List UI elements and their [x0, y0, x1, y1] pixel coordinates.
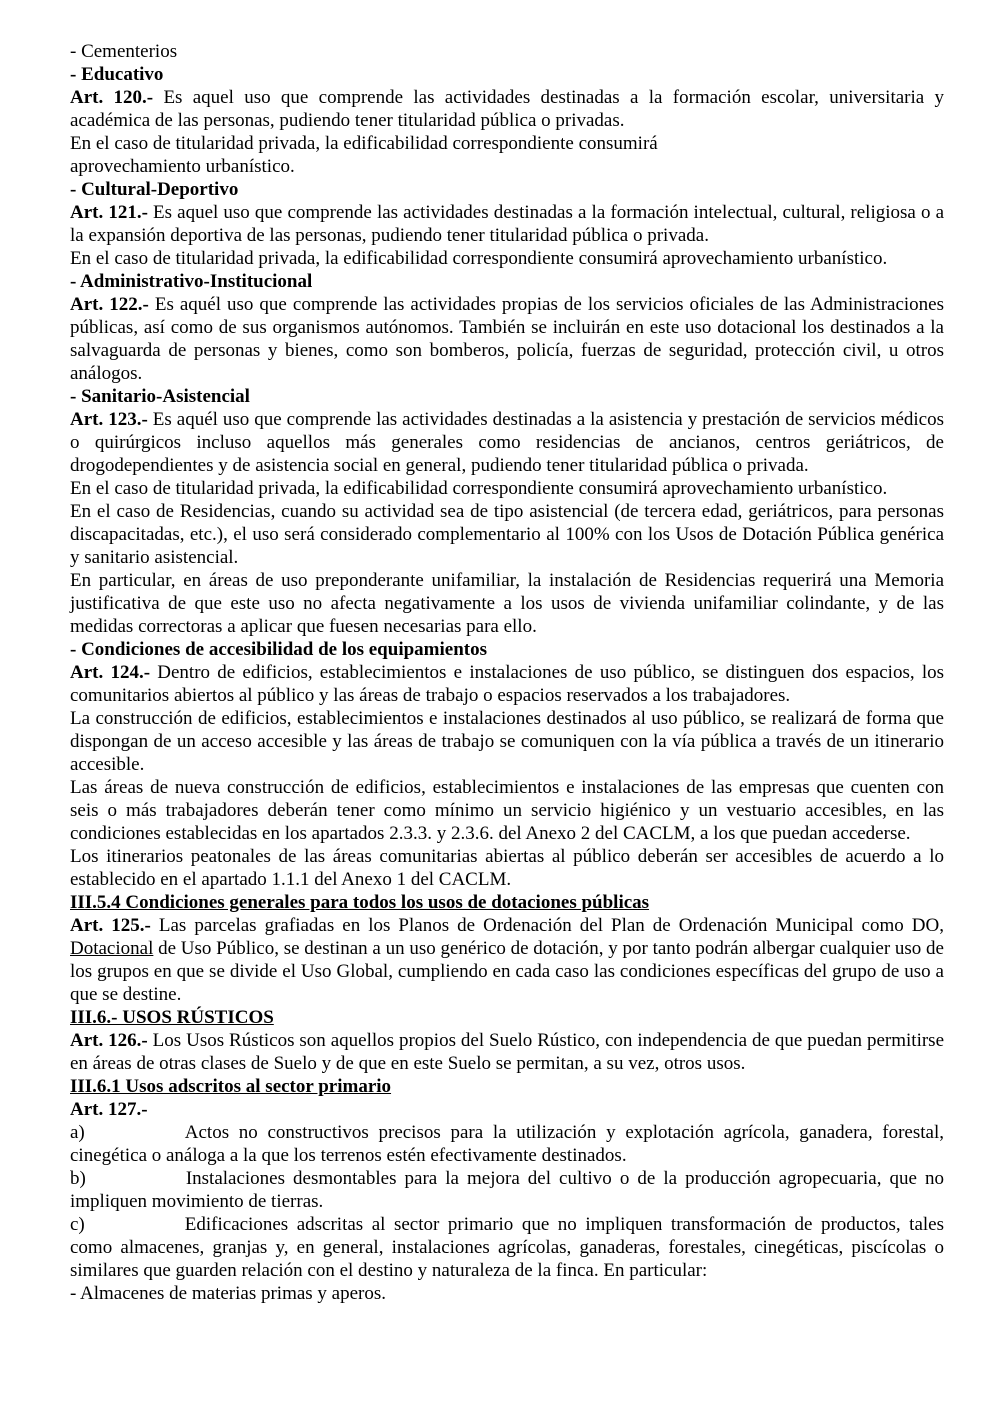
text-run: - Cultural-Deportivo: [70, 179, 239, 200]
text-run: Los Usos Rústicos son aquellos propios del Suelo Rústico, con independencia de que puedan permitirse en áreas de otras clases de Suelo y de que en este Suelo se permitan, a su vez, otros usos.: [70, 1030, 945, 1074]
text-run: - Almacenes de materias primas y aperos.: [70, 1283, 387, 1304]
text-run: Art. 122.-: [70, 294, 155, 315]
text-run: III.5.4 Condiciones generales para todos los usos de dotaciones públicas: [70, 892, 650, 913]
text-run: Es aquel uso que comprende las actividades destinadas a la formación escolar, universitaria y académica de las personas, pudiendo tener titularidad pública o privadas.: [70, 87, 944, 131]
text-run: Dotacional: [70, 938, 154, 959]
text-run: En el caso de titularidad privada, la edificabilidad correspondiente consumirá aprovechamiento urbanístico.: [70, 248, 888, 269]
para-titularidad-privada-120-line1: [70, 132, 944, 155]
text-run: III.6.- USOS RÚSTICOS: [70, 1007, 274, 1028]
article-124: [70, 661, 944, 707]
bullet-cementerios: [70, 40, 944, 63]
bullet-sanitario-asistencial: [70, 385, 944, 408]
text-run: La construcción de edificios, establecimientos e instalaciones destinados al uso público, se realizará de forma que dispongan de un acceso accesible y las áreas de trabajo se comuniquen con la vía pública a través de un itinerario accesible.: [70, 708, 944, 775]
article-123: [70, 408, 944, 477]
heading-III-6: [70, 1006, 944, 1029]
text-run: Art. 124.-: [70, 662, 158, 683]
text-run: Dentro de edificios, establecimientos e instalaciones de uso público, se distinguen dos espacios, los comunitarios abiertos al público y las áreas de trabajo o espacios reservados a los trabajadores.: [70, 662, 944, 706]
article-122: [70, 293, 944, 385]
bullet-almacenes: [70, 1282, 944, 1305]
text-run: Edificaciones adscritas al sector primario que no impliquen transformación de productos, tales como almacenes, granjas y, en general, instalaciones agrícolas, ganaderas, forestales, cinegéticas, piscícolas o similares que guarden relación con el destino y naturaleza de la finca. En particular:: [70, 1214, 944, 1281]
article-126: [70, 1029, 944, 1075]
text-run: c): [70, 1214, 85, 1235]
text-run: Las parcelas grafiadas en los Planos de Ordenación del Plan de Ordenación Municipal como DO,: [158, 915, 944, 936]
bullet-administrativo-institucional: [70, 270, 944, 293]
para-itinerarios-peatonales: [70, 845, 944, 891]
para-unifamiliar-memoria: [70, 569, 944, 638]
text-run: En el caso de titularidad privada, la edificabilidad correspondiente consumirá aprovechamiento urbanístico.: [70, 478, 888, 499]
text-run: a): [70, 1122, 85, 1143]
bullet-cultural-deportivo: [70, 178, 944, 201]
text-run: aprovechamiento urbanístico.: [70, 156, 295, 177]
para-titularidad-privada-123: [70, 477, 944, 500]
text-run: - Cementerios: [70, 41, 178, 62]
article-127: [70, 1098, 944, 1121]
heading-III-6-1: [70, 1075, 944, 1098]
text-run: - Educativo: [70, 64, 164, 85]
article-125: [70, 914, 944, 1006]
item-a: [70, 1121, 944, 1167]
text-run: Actos no constructivos precisos para la utilización y explotación agrícola, ganadera, forestal, cinegética o análoga a la que los terrenos estén efectivamente destinados.: [70, 1122, 944, 1166]
text-run: Los itinerarios peatonales de las áreas comunitarias abiertas al público deberán ser accesibles de acuerdo a lo establecido en el apartado 1.1.1 del Anexo 1 del CACLM.: [70, 846, 944, 890]
article-120: [70, 86, 944, 132]
text-run: Art. 125.-: [70, 915, 159, 936]
text-run: Las áreas de nueva construcción de edificios, establecimientos e instalaciones de las empresas que cuenten con seis o más trabajadores deberán tener como mínimo un servicio higiénico y un vestuario accesibles, en las condiciones establecidas en los apartados 2.3.3. y 2.3.6. del Anexo 2 del CACLM, a los que puedan accederse.: [70, 777, 944, 844]
text-run: Art. 123.-: [70, 409, 153, 430]
text-run: Art. 126.-: [70, 1030, 153, 1051]
text-run: Instalaciones desmontables para la mejora del cultivo o de la producción agropecuaria, que no impliquen movimiento de tierras.: [70, 1168, 944, 1212]
article-121: [70, 201, 944, 247]
bullet-educativo: [70, 63, 944, 86]
para-titularidad-privada-120-line2: [70, 155, 944, 178]
text-run: Art. 120.-: [70, 87, 164, 108]
text-run: En el caso de titularidad privada, la edificabilidad correspondiente consumirá: [70, 133, 658, 154]
text-run: Art. 121.-: [70, 202, 154, 223]
heading-III-5-4: [70, 891, 944, 914]
bullet-condiciones-accesibilidad: [70, 638, 944, 661]
text-run: - Sanitario-Asistencial: [70, 386, 250, 407]
text-run: En el caso de Residencias, cuando su actividad sea de tipo asistencial (de tercera edad, geriátricos, para personas discapacitadas, etc.), el uso será considerado complementario al 100% con los Usos de Dotación Pública genérica y sanitario asistencial.: [70, 501, 944, 568]
para-titularidad-privada-121: [70, 247, 944, 270]
text-run: Art. 127.-: [70, 1099, 148, 1120]
item-b: [70, 1167, 944, 1213]
para-residencias-asistencial: [70, 500, 944, 569]
text-run: Es aquel uso que comprende las actividades destinadas a la formación intelectual, cultural, religiosa o a la expansión deportiva de las personas, pudiendo tener titularidad pública o privada.: [70, 202, 944, 246]
text-run: de Uso Público, se destinan a un uso genérico de dotación, y por tanto podrán albergar cualquier uso de los grupos en que se divide el Uso Global, cumpliendo en cada caso las condiciones específicas del grupo de uso a que se destine.: [70, 938, 944, 1005]
para-nueva-construccion: [70, 776, 944, 845]
text-run: Es aquél uso que comprende las actividades destinadas a la asistencia y prestación de servicios médicos o quirúrgicos incluso aquellos más generales como residencias de ancianos, centros geriátricos, de drogodependientes y de asistencia social en general, pudiendo tener titularidad pública o privada.: [70, 409, 944, 476]
item-c: [70, 1213, 944, 1282]
text-run: III.6.1 Usos adscritos al sector primario: [70, 1076, 392, 1097]
text-run: - Condiciones de accesibilidad de los equipamientos: [70, 639, 487, 660]
text-run: - Administrativo-Institucional: [70, 271, 313, 292]
para-construccion-edificios: [70, 707, 944, 776]
text-run: b): [70, 1168, 86, 1189]
text-run: Es aquél uso que comprende las actividades propias de los servicios oficiales de las Administraciones públicas, así como de sus organismos autónomos. También se incluirán en este uso dotacional los destinados a la salvaguarda de personas y bienes, como son bomberos, policía, fuerzas de seguridad, protección civil, u otros análogos.: [70, 294, 944, 384]
text-run: En particular, en áreas de uso preponderante unifamiliar, la instalación de Residencias requerirá una Memoria justificativa de que este uso no afecta negativamente a los usos de vivienda unifamiliar colindante, y de las medidas correctoras a aplicar que fuesen necesarias para ello.: [70, 570, 944, 637]
